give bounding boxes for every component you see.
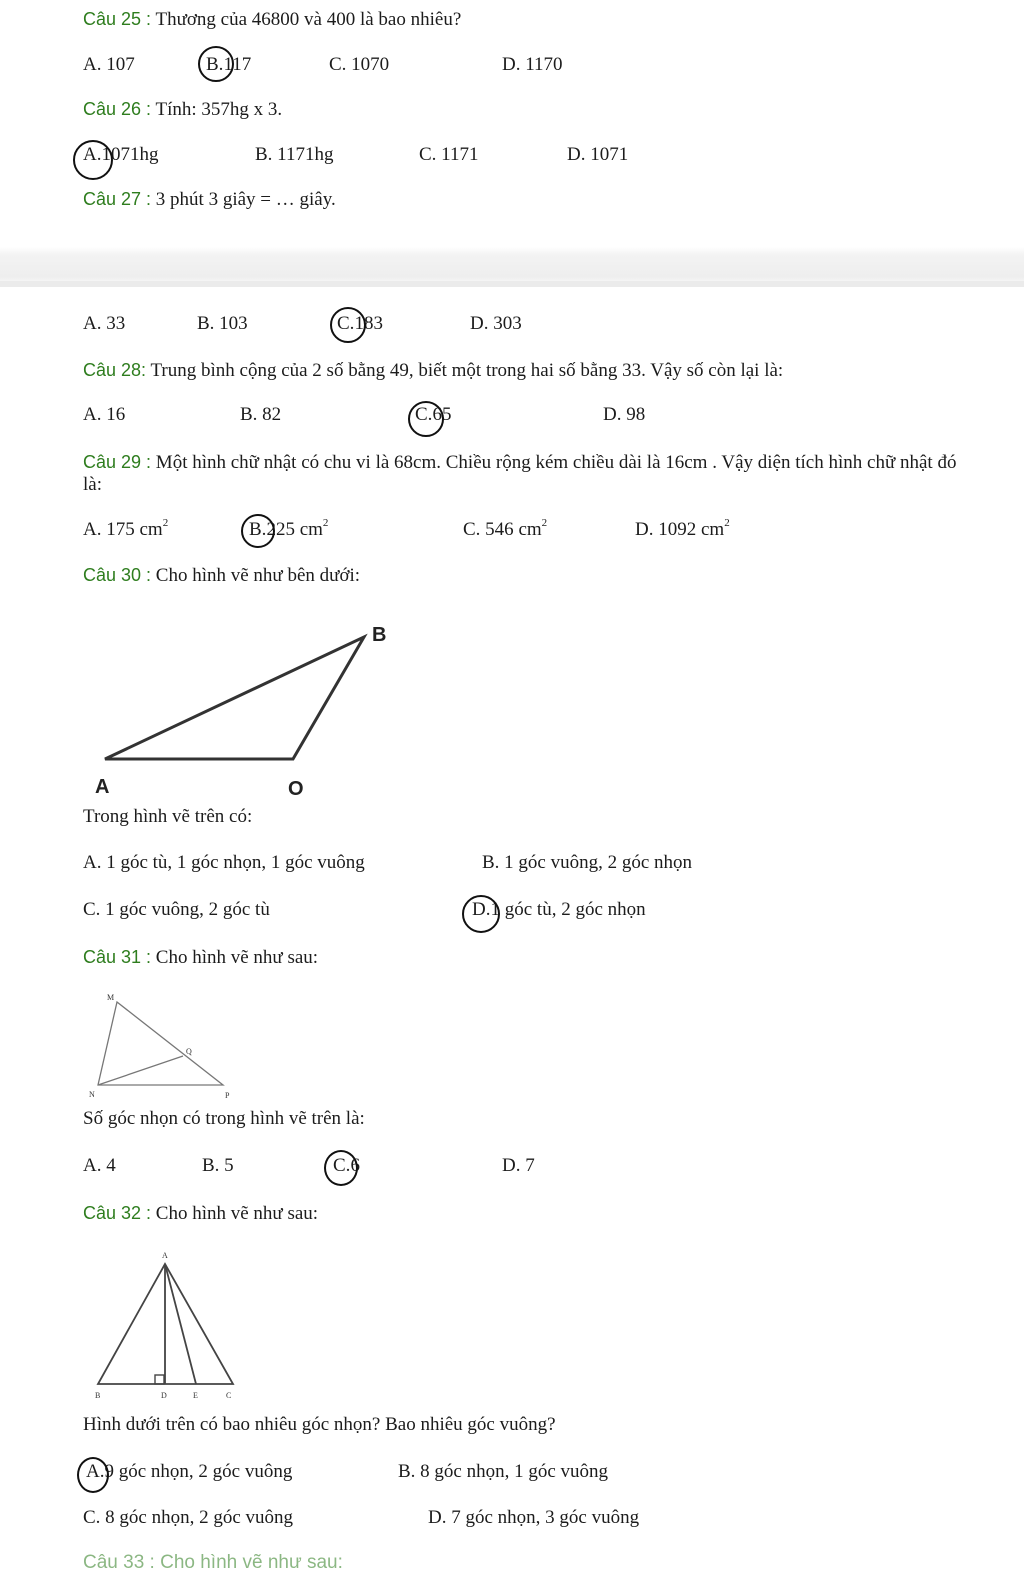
segment-nq [98,1056,183,1085]
unit-power: 2 [724,516,730,529]
option-c: C. 1 góc vuông, 2 góc tù [83,899,270,920]
option-c: C. 1070 [329,54,390,75]
option-d: D. 303 [470,313,522,334]
point-label-d: D [161,1391,167,1400]
option-a: A. 4 [83,1155,116,1176]
point-label-o: O [288,778,304,800]
option-d [635,516,730,541]
option-value: 9 góc nhọn, 2 góc vuông [104,1461,293,1482]
option-d: D. 7 [502,1155,535,1176]
question-text: Cho hình vẽ như sau: [155,947,319,968]
question-prompt: Hình dưới trên có bao nhiêu góc nhọn? Bao nhiêu góc vuông? [83,1414,556,1435]
option-letter: C. [337,313,355,334]
point-label-n: N [89,1090,95,1099]
answer-circle [241,514,275,548]
option-b: B. 5 [202,1155,234,1176]
option-a: A. 33 [83,313,126,334]
option-b: B. 1 góc vuông, 2 góc nhọn [482,852,693,873]
question-label: Câu 29 : [83,452,152,472]
answer-circle [73,140,113,180]
question-text: Tính: 357hg x 3. [155,99,283,120]
option-letter: C. [415,404,433,425]
option-d: D. 7 góc nhọn, 3 góc vuông [428,1507,640,1528]
option-letter: A. [86,1461,105,1482]
option-value: 6 [350,1155,360,1176]
option-a: A. 107 [83,54,135,75]
point-label-a: A [95,776,110,798]
page-break-divider [0,281,1024,287]
option-letter: B. [206,54,224,75]
question-text: 3 phút 3 giây = … giây. [155,189,336,210]
question-text: Cho hình vẽ như sau: [155,1203,319,1224]
triangle-mnp-figure [85,990,245,1102]
option-value: 225 [266,519,295,540]
option-c: C. 8 góc nhọn, 2 góc vuông [83,1507,294,1528]
option-value: 1 góc tù, 2 góc nhọn [490,899,646,920]
question-label: Câu 30 : [83,565,152,585]
question-prompt: Trong hình vẽ trên có: [83,806,253,827]
option-a [86,1461,292,1483]
point-label-e: E [193,1391,198,1400]
question-text: Một hình chữ nhật có chu vi là 68cm. Chiều rộng kém chiều dài là 16cm . Vậy diện tích hình chữ nhật đó là: [83,452,957,495]
question-31 [83,946,318,969]
point-label-b: B [95,1391,101,1400]
unit: cm [518,519,542,540]
question-26 [83,98,282,121]
triangle-mnp [98,1002,223,1085]
option-value: A. 175 [83,519,135,540]
question-label: Câu 32 : [83,1203,152,1223]
question-prompt: Số góc nhọn có trong hình vẽ trên là: [83,1108,365,1129]
point-label-c: C [226,1391,232,1400]
question-text: Thương của 46800 và 400 là bao nhiêu? [155,9,462,30]
point-label-p: P [225,1091,230,1100]
option-a [83,516,169,541]
option-value: 117 [223,54,252,75]
unit-power: 2 [541,516,548,529]
option-a: A. 16 [83,404,126,425]
triangle-abc-figure [85,1246,245,1406]
question-30 [83,564,360,587]
option-value: 1071hg [101,144,159,165]
unit: cm [139,519,163,540]
point-label-a: A [162,1251,168,1260]
question-25 [83,8,461,31]
triangle-aob [105,637,364,759]
unit-power: 2 [322,516,329,529]
point-label-b: B [372,624,387,646]
option-b: B. 8 góc nhọn, 1 góc vuông [398,1461,609,1482]
answer-circle [77,1457,109,1493]
option-b: B. 103 [197,313,248,334]
option-a: A. 1 góc tù, 1 góc nhọn, 1 góc vuông [83,852,365,873]
option-b: B. 1171hg [255,144,334,165]
triangle-aob-figure [90,615,420,805]
option-letter: A. [83,144,102,165]
question-label: Câu 25 : [83,9,152,29]
right-angle-mark [155,1375,164,1384]
option-value: 183 [354,313,383,334]
option-d: D. 98 [603,404,646,425]
unit: cm [299,519,323,540]
question-label: Câu 27 : [83,189,152,209]
option-letter: C. [333,1155,351,1176]
question-29 [83,451,963,496]
option-b: B. 82 [240,404,282,425]
option-value: D. 1092 [635,519,697,540]
question-text: Trung bình cộng của 2 số bằng 49, biết một trong hai số bằng 33. Vậy số còn lại là: [150,360,784,381]
question-label: Câu 26 : [83,99,152,119]
option-letter: B. [249,519,267,540]
question-text: Cho hình vẽ như bên dưới: [155,565,361,586]
answer-circle [324,1150,358,1186]
answer-circle [330,307,366,343]
answer-circle [198,46,234,82]
segment-ae [165,1264,196,1384]
question-label: Câu 31 : [83,947,152,967]
point-label-m: M [107,993,115,1002]
unit-power: 2 [162,516,169,529]
option-letter: D. [472,899,491,920]
answer-circle [462,895,500,933]
option-value: 65 [432,404,452,425]
question-27 [83,188,336,211]
unit: cm [700,519,725,540]
option-d: D. 1071 [567,144,629,165]
question-33-cut-off: Câu 33 : Cho hình vẽ như sau: [83,1552,343,1573]
option-d: D. 1170 [502,54,563,75]
answer-circle [408,401,444,437]
option-c [463,516,548,541]
question-32 [83,1202,318,1225]
point-label-q: Q [186,1047,192,1056]
question-label: Câu 28: [83,360,147,380]
option-value: C. 546 [463,519,514,540]
option-c: C. 1171 [419,144,479,165]
question-28 [83,359,783,382]
